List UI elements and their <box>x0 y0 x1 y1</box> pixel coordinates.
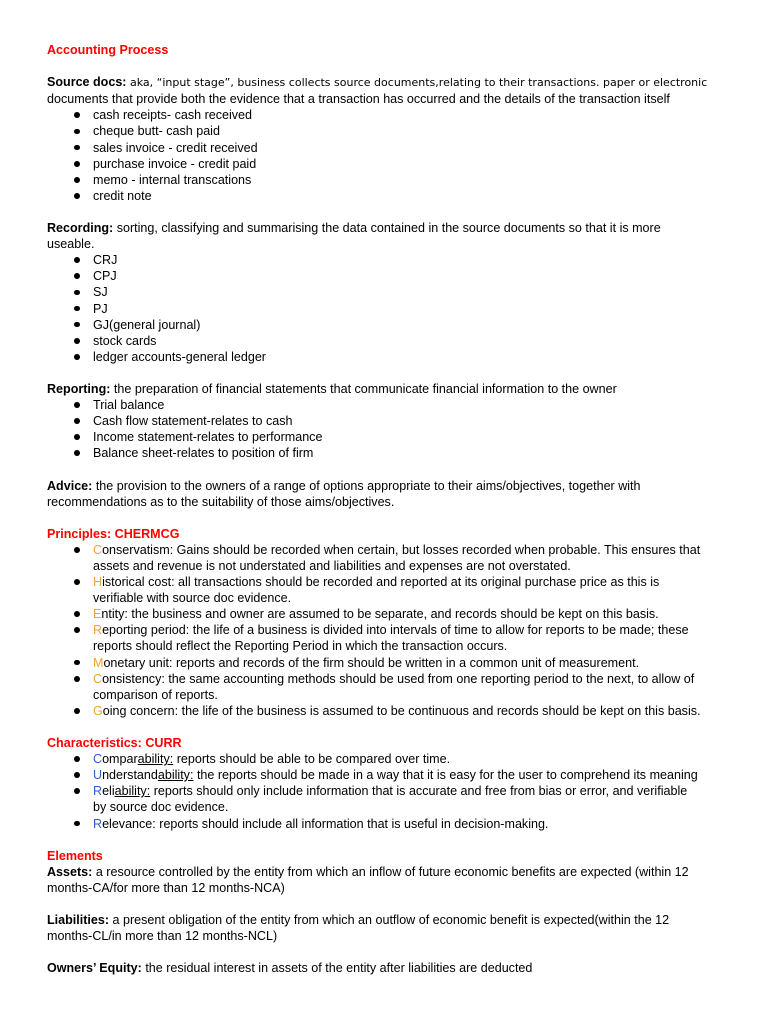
principle-initial: M <box>93 655 104 670</box>
characteristic-term: elevance: <box>102 816 156 831</box>
characteristic-term: nderstand <box>102 768 158 783</box>
list-item-text: ledger accounts-general ledger <box>93 349 266 364</box>
list-item <box>47 284 768 300</box>
principle-text <box>93 574 659 606</box>
list-item <box>47 172 768 188</box>
list-item <box>47 413 768 429</box>
principle-item <box>47 574 768 606</box>
list-item <box>47 156 768 172</box>
characteristic-body: reports should be able to be compared over time. <box>173 752 451 767</box>
principle-text <box>93 622 689 654</box>
bullet-icon <box>47 172 93 188</box>
principle-item <box>47 542 768 574</box>
bullet-icon <box>47 413 93 429</box>
list-item <box>47 333 768 349</box>
principle-text <box>93 671 694 703</box>
list-item <box>47 397 768 413</box>
liabilities-label: Liabilities: <box>47 913 110 928</box>
spacer <box>47 204 768 220</box>
spacer <box>47 58 768 74</box>
advice-paragraph <box>47 478 768 510</box>
characteristic-body: reports should include all information that is useful in decision-making. <box>155 816 549 831</box>
bullet-icon <box>47 156 93 172</box>
source-docs-label: Source docs: <box>47 75 127 90</box>
list-item <box>47 317 768 333</box>
source-docs-text: documents that provide both the evidence that a transaction has occurred and the details of the transaction itself <box>47 92 670 107</box>
list-item <box>47 268 768 284</box>
principle-text <box>93 606 659 622</box>
bullet-icon <box>47 252 93 268</box>
source-docs-list <box>47 107 768 204</box>
bullet-icon <box>47 107 93 123</box>
advice-label: Advice: <box>47 478 93 493</box>
characteristic-item <box>47 783 768 815</box>
recording-list <box>47 252 768 365</box>
principle-initial: C <box>93 542 103 557</box>
characteristics-list <box>47 751 768 831</box>
source-docs-intro: aka, “input stage”, business collects source documents,relating to their transactions. paper or electronic <box>126 76 708 90</box>
principle-body: ntity: the business and owner are assumed to be separate, and records should be kept on this basis. <box>101 607 659 622</box>
bullet-icon <box>47 751 93 767</box>
advice-text: the provision to the owners of a range of options appropriate to their aims/objectives, together with recommendations as to the suitability of those aims/objectives. <box>47 478 641 509</box>
reporting-paragraph <box>47 381 768 397</box>
principles-heading: Principles: CHERMCG <box>47 526 180 541</box>
bullet-icon <box>47 317 93 333</box>
characteristic-initial: U <box>93 768 103 783</box>
list-item <box>47 188 768 204</box>
list-item <box>47 445 768 461</box>
list-item <box>47 123 768 139</box>
principle-body: eporting period: the life of a business is divided into intervals of time to allow for reports to be made; these reports should reflect the Reporting Period in which the transaction occurs. <box>93 623 689 654</box>
bullet-icon <box>47 140 93 156</box>
list-item-text: cheque butt- cash paid <box>93 124 220 139</box>
owners-equity-text: the residual interest in assets of the entity after liabilities are deducted <box>141 961 533 976</box>
list-item-text: cash receipts- cash received <box>93 108 252 123</box>
bullet-icon <box>47 655 93 671</box>
list-item <box>47 301 768 317</box>
principle-initial: R <box>93 623 103 638</box>
owners-equity-paragraph <box>47 960 768 976</box>
principle-item <box>47 622 768 654</box>
assets-paragraph <box>47 864 768 896</box>
recording-text: sorting, classifying and summarising the data contained in the source documents so that it is more useable. <box>47 221 661 252</box>
bullet-icon <box>47 301 93 317</box>
bullet-icon <box>47 123 93 139</box>
spacer <box>47 832 768 848</box>
principle-body: onservatism: Gains should be recorded when certain, but losses recorded when probable. This ensures that assets and revenue is not understated and liabilities and expenses are not overstated. <box>93 542 701 573</box>
source-docs-paragraph <box>47 74 768 107</box>
bullet-icon <box>47 606 93 622</box>
characteristic-underlined: ability: <box>137 752 174 767</box>
list-item <box>47 107 768 123</box>
list-item-text: sales invoice - credit received <box>93 140 258 155</box>
bullet-icon <box>47 574 93 590</box>
characteristic-item <box>47 767 768 783</box>
reporting-text: the preparation of financial statements that communicate financial information to the owner <box>110 381 617 396</box>
list-item-text: Trial balance <box>93 398 165 413</box>
list-item <box>47 349 768 365</box>
list-item <box>47 252 768 268</box>
list-item-text: Balance sheet-relates to position of firm <box>93 446 314 461</box>
bullet-icon <box>47 622 93 638</box>
principle-body: oing concern: the life of the business is assumed to be continuous and records should be kept on this basis. <box>102 703 701 718</box>
characteristic-initial: C <box>93 752 103 767</box>
assets-label: Assets: <box>47 864 93 879</box>
principle-initial: G <box>93 703 103 718</box>
list-item-text: credit note <box>93 188 152 203</box>
bullet-icon <box>47 188 93 204</box>
spacer <box>47 896 768 912</box>
principle-body: onetary unit: reports and records of the firm should be written in a common unit of measurement. <box>103 655 640 670</box>
principle-text <box>93 655 639 671</box>
list-item-text: stock cards <box>93 333 157 348</box>
bullet-icon <box>47 397 93 413</box>
list-item-text: Income statement-relates to performance <box>93 430 323 445</box>
list-item <box>47 429 768 445</box>
liabilities-text: a present obligation of the entity from which an outflow of economic benefit is expected(within the 12 months-CL/in more than 12 months-NCL) <box>47 913 670 944</box>
reporting-label: Reporting: <box>47 381 111 396</box>
bullet-icon <box>47 284 93 300</box>
characteristic-term: eli <box>102 784 115 799</box>
list-item-text: CPJ <box>93 269 117 284</box>
spacer <box>47 461 768 477</box>
elements-heading: Elements <box>47 848 103 863</box>
list-item <box>47 140 768 156</box>
bullet-icon <box>47 349 93 365</box>
bullet-icon <box>47 445 93 461</box>
bullet-icon <box>47 671 93 687</box>
principle-initial: E <box>93 607 102 622</box>
spacer <box>47 719 768 735</box>
bullet-icon <box>47 429 93 445</box>
principle-body: istorical cost: all transactions should be recorded and reported at its original purchase price as this is verifiable with source doc evidence. <box>93 575 660 606</box>
recording-paragraph <box>47 220 768 252</box>
assets-text: a resource controlled by the entity from which an inflow of future economic benefits are expected (within 12 months-CA/for more than 12 months-NCA) <box>47 864 689 895</box>
list-item-text: Cash flow statement-relates to cash <box>93 414 293 429</box>
characteristic-body: the reports should be made in a way that it is easy for the user to comprehend its meaning <box>193 768 698 783</box>
spacer <box>47 510 768 526</box>
characteristic-item <box>47 816 768 832</box>
spacer <box>47 365 768 381</box>
principle-body: onsistency: the same accounting methods should be used from one reporting period to the next, to allow of comparison of reports. <box>93 671 695 702</box>
list-item-text: GJ(general journal) <box>93 317 201 332</box>
bullet-icon <box>47 783 93 799</box>
characteristic-text <box>93 767 698 783</box>
principle-initial: H <box>93 575 103 590</box>
bullet-icon <box>47 333 93 349</box>
characteristic-underlined: ability: <box>157 768 194 783</box>
principle-item <box>47 655 768 671</box>
characteristic-body: reports should only include information that is accurate and free from bias or error, and verifiable by source doc evidence. <box>93 784 688 815</box>
liabilities-paragraph <box>47 912 768 944</box>
characteristic-initial: R <box>93 816 103 831</box>
principle-item <box>47 671 768 703</box>
characteristic-item <box>47 751 768 767</box>
characteristic-text <box>93 816 548 832</box>
principle-text <box>93 703 701 719</box>
characteristic-initial: R <box>93 784 103 799</box>
list-item-text: PJ <box>93 301 108 316</box>
characteristic-term: ompar <box>102 752 138 767</box>
reporting-list <box>47 397 768 461</box>
principle-item <box>47 606 768 622</box>
characteristic-text <box>93 783 687 815</box>
page-title: Accounting Process <box>47 43 169 57</box>
list-item-text: SJ <box>93 285 108 300</box>
principle-item <box>47 703 768 719</box>
list-item-text: purchase invoice - credit paid <box>93 156 257 171</box>
bullet-icon <box>47 816 93 832</box>
characteristic-text <box>93 751 450 767</box>
bullet-icon <box>47 767 93 783</box>
bullet-icon <box>47 268 93 284</box>
bullet-icon <box>47 542 93 558</box>
characteristics-heading: Characteristics: CURR <box>47 736 182 751</box>
recording-label: Recording: <box>47 221 114 236</box>
principles-list <box>47 542 768 719</box>
characteristic-underlined: ability: <box>114 784 151 799</box>
list-item-text: CRJ <box>93 253 118 268</box>
owners-equity-label: Owners’ Equity: <box>47 961 142 976</box>
principle-initial: C <box>93 671 103 686</box>
principle-text <box>93 542 700 574</box>
spacer <box>47 944 768 960</box>
list-item-text: memo - internal transcations <box>93 172 252 187</box>
bullet-icon <box>47 703 93 719</box>
